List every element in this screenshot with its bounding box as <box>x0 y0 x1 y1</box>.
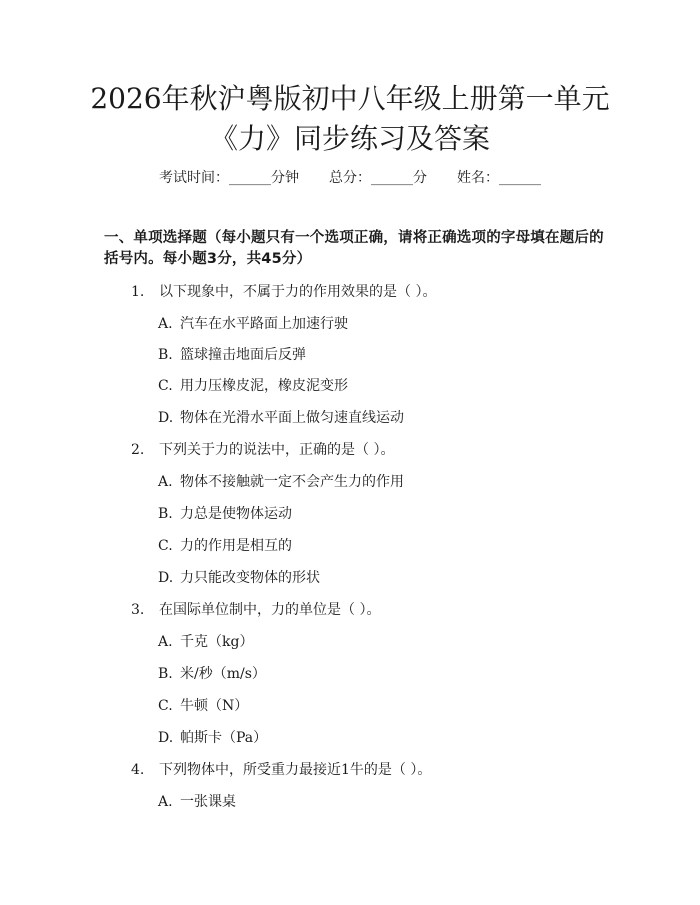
option-text: 篮球撞击地面后反弹 <box>180 347 306 363</box>
option-letter: A. <box>158 634 173 650</box>
option-letter: D. <box>158 730 174 746</box>
name-field: 姓名：______ <box>457 170 541 186</box>
option-letter: A. <box>158 474 173 490</box>
question-number: 3. <box>131 602 145 618</box>
question-3-option-d <box>158 728 267 748</box>
option-letter: B. <box>158 347 173 363</box>
option-letter: C. <box>158 378 173 394</box>
option-text: 力的作用是相互的 <box>180 538 292 554</box>
question-2-option-b <box>158 504 292 524</box>
option-text: 千克（kg） <box>180 634 254 650</box>
option-letter: A. <box>158 316 173 332</box>
question-3-option-a <box>158 632 253 652</box>
option-text: 物体不接触就一定不会产生力的作用 <box>180 474 404 490</box>
exam-time-field: 考试时间：______分钟 <box>159 170 299 186</box>
option-text: 米/秒（m/s） <box>180 666 266 682</box>
question-text: 下列物体中，所受重力最接近1牛的是（ ）。 <box>159 762 432 778</box>
option-letter: C. <box>158 538 173 554</box>
option-text: 牛顿（N） <box>180 698 249 714</box>
total-score-field: 总分：______分 <box>329 170 427 186</box>
question-3-option-c <box>158 696 248 716</box>
option-text: 帕斯卡（Pa） <box>180 730 268 746</box>
option-text: 用力压橡皮泥，橡皮泥变形 <box>180 378 348 394</box>
document-title-line-1: 2026年秋沪粤版初中八年级上册第一单元 <box>90 82 610 115</box>
question-1 <box>131 282 436 302</box>
question-1-option-b <box>158 345 306 365</box>
option-letter: D. <box>158 410 174 426</box>
question-1-option-a <box>158 314 348 334</box>
question-text: 下列关于力的说法中，正确的是（ ）。 <box>159 442 395 458</box>
question-text: 以下现象中，不属于力的作用效果的是（ ）。 <box>159 284 437 300</box>
option-letter: B. <box>158 666 173 682</box>
option-text: 力只能改变物体的形状 <box>180 570 320 586</box>
option-text: 物体在光滑水平面上做匀速直线运动 <box>180 410 404 426</box>
option-letter: A. <box>158 794 173 810</box>
option-text: 一张课桌 <box>180 794 236 810</box>
question-number: 4. <box>131 762 145 778</box>
question-number: 1. <box>131 284 145 300</box>
question-2 <box>131 440 394 460</box>
question-1-option-d <box>158 408 404 428</box>
option-letter: D. <box>158 570 174 586</box>
question-number: 2. <box>131 442 145 458</box>
exam-info-line <box>0 168 700 188</box>
question-2-option-c <box>158 536 292 556</box>
question-2-option-d <box>158 568 320 588</box>
question-1-option-c <box>158 376 348 396</box>
question-3 <box>131 600 380 620</box>
option-text: 力总是使物体运动 <box>180 506 292 522</box>
question-4 <box>131 760 431 780</box>
option-letter: C. <box>158 698 173 714</box>
question-2-option-a <box>158 472 404 492</box>
document-title-line-2: 《力》同步练习及答案 <box>209 122 490 155</box>
question-4-option-a <box>158 792 236 812</box>
section-heading-single-choice: 一、单项选择题（每小题只有一个选项正确，请将正确选项的字母填在题后的括号内。每小题3分，共45分） <box>104 230 604 267</box>
question-text: 在国际单位制中，力的单位是（ ）。 <box>159 602 381 618</box>
option-letter: B. <box>158 506 173 522</box>
question-3-option-b <box>158 664 266 684</box>
option-text: 汽车在水平路面上加速行驶 <box>180 316 348 332</box>
